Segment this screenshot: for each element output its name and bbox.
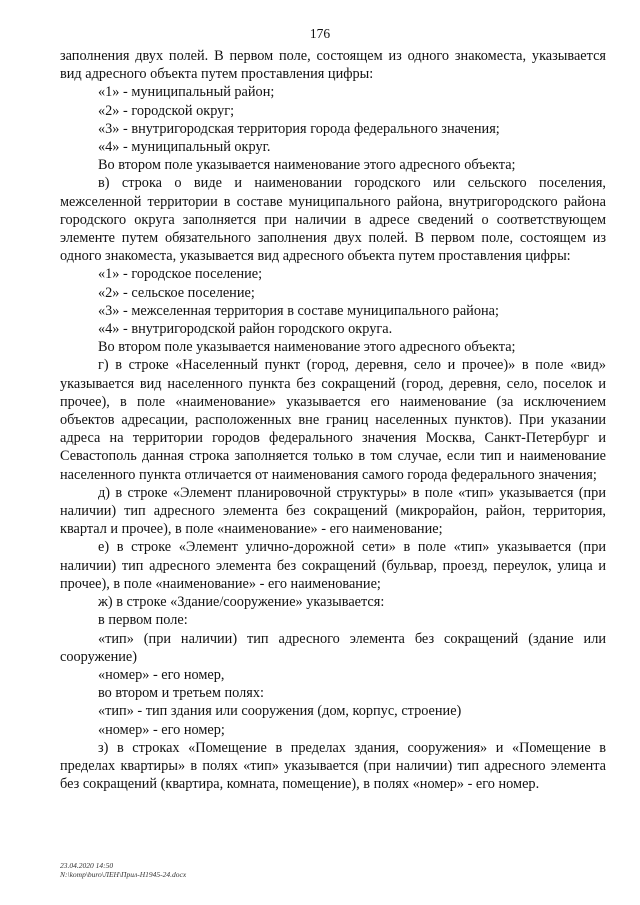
document-footer — [60, 861, 186, 879]
paragraph: «4» - муниципальный округ. — [98, 139, 271, 156]
paragraph: д) в строке «Элемент планировочной структуры» в поле «тип» указывается (при наличии) тип адресного элемента без сокращений (микрорайон, район, территория, квартал и прочее), в поле «наименование» - его наименование; — [60, 484, 606, 538]
paragraph: «2» - сельское поселение; — [98, 284, 255, 301]
paragraph: «3» - межселенная территория в составе муниципального района; — [98, 302, 499, 319]
paragraph: з) в строках «Помещение в пределах здания, сооружения» и «Помещение в пределах квартиры» в полях «тип» указывается (при наличии) тип адресного элемента без сокращений (квартира, комната, помещение), в полях «номер» - его номер. — [60, 739, 606, 793]
footer-file-path: N:\komp\buro\ЛЕН\Прил-Н1945-24.docx — [60, 870, 187, 879]
paragraph: «1» - муниципальный район; — [98, 84, 275, 101]
paragraph: заполнения двух полей. В первом поле, состоящем из одного знакоместа, указывается вид адресного объекта путем проставления цифры: — [60, 48, 606, 83]
paragraph: Во втором поле указывается наименование этого адресного объекта; — [98, 157, 516, 174]
paragraph: «тип» (при наличии) тип адресного элемента без сокращений (здание или сооружение) — [60, 630, 606, 665]
paragraph: «4» - внутригородской район городского округа. — [98, 321, 393, 338]
paragraph: Во втором поле указывается наименование этого адресного объекта; — [98, 339, 516, 356]
paragraph: «тип» - тип здания или сооружения (дом, корпус, строение) — [98, 703, 462, 720]
paragraph: в) строка о виде и наименовании городского или сельского поселения, межселенной территории в составе муниципального района, внутригородского района городского округа заполняется при наличии в адресе сведений о соответствующем элементе путем обязательного заполнения двух полей. В первом поле, состоящем из одного знакоместа, указывается вид адресного объекта путем проставления цифры: — [60, 175, 606, 265]
paragraph: «1» - городское поселение; — [98, 266, 263, 283]
paragraph: «номер» - его номер, — [98, 666, 225, 683]
paragraph: «2» - городской округ; — [98, 102, 235, 119]
paragraph: в первом поле: — [98, 612, 188, 629]
paragraph: «номер» - его номер; — [98, 721, 225, 738]
page-number: 176 — [309, 26, 331, 41]
paragraph: е) в строке «Элемент улично-дорожной сети» в поле «тип» указывается (при наличии) тип адресного элемента без сокращений (бульвар, проезд, переулок, улица и прочее), в поле «наименование» - его наименование; — [60, 539, 606, 592]
paragraph: «3» - внутригородская территория города федерального значения; — [98, 120, 500, 137]
paragraph: ж) в строке «Здание/сооружение» указывается: — [98, 594, 385, 611]
footer-timestamp: 23.04.2020 14:50 — [60, 861, 114, 870]
paragraph: во втором и третьем полях: — [98, 685, 264, 702]
paragraph: г) в строке «Населенный пункт (город, деревня, село и прочее)» в поле «вид» указывается вид населенного пункта без сокращений (город, деревня, село, поселок и прочее), в поле «наименование» указывается его наименование (за исключением объектов адресации, расположенных вне границ населенных пунктов). При указании адреса на территории городов федерального значения Москва, Санкт-Петербург и Севастополь данная строка заполняется только в том случае, если тип и наименование населенного пункта отличается от наименования самого города федерального значения; — [60, 357, 606, 483]
document-body — [60, 47, 606, 793]
